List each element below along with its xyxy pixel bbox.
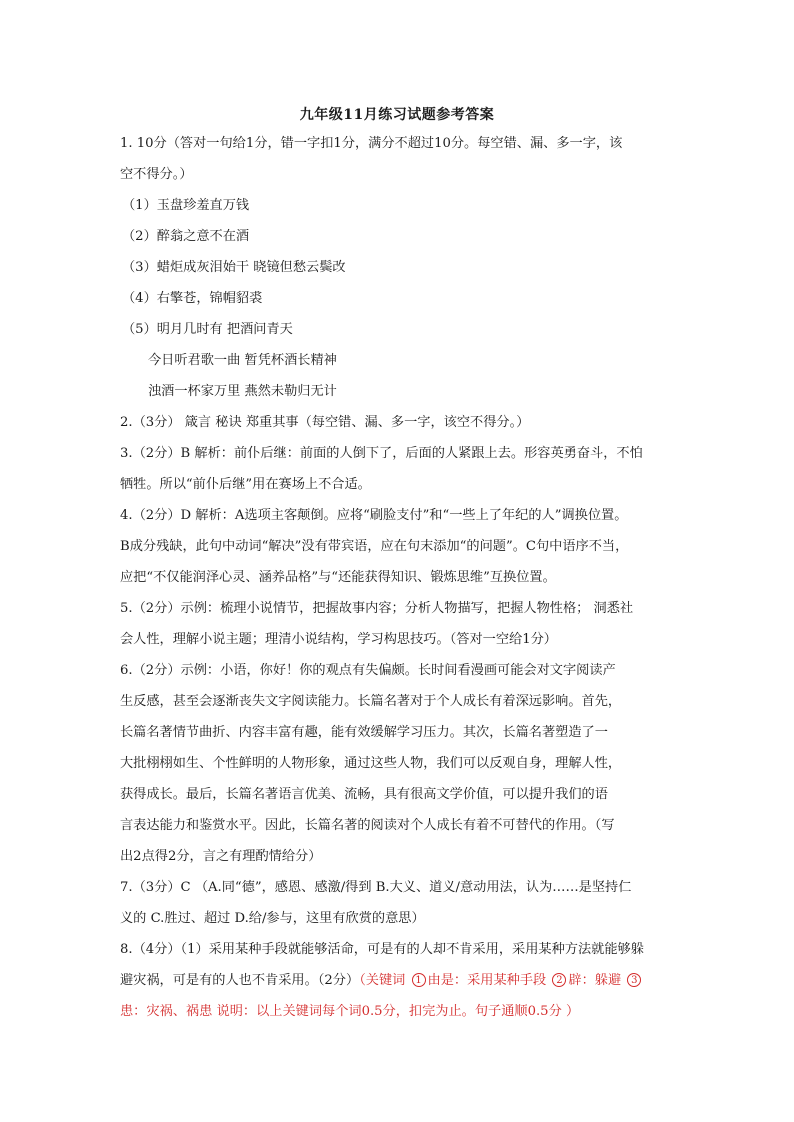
page-title: 九年级11月练习试题参考答案 — [299, 107, 495, 123]
q8-line-2 — [120, 965, 676, 996]
q1-answer-3: （3）蜡炬成灰泪始干 晓镜但愁云鬓改 — [122, 260, 346, 275]
answer-content — [120, 128, 676, 1027]
q6-line-5: 获得成长。最后，长篇名著语言优美、流畅，具有很高文学价值，可以提升我们的语 — [120, 787, 608, 802]
scoring-note-keyword-1: 由是：采用某种手段 — [427, 973, 551, 988]
q6-line-2: 生反感，甚至会逐渐丧失文字阅读能力。长篇名著对于个人成长有着深远影响。首先， — [120, 694, 622, 709]
q1-answer-2: （2）醉翁之意不在酒 — [122, 229, 250, 244]
q1-answer-5: （5）明月几时有 把酒问青天 — [122, 322, 293, 337]
q1-line-1: 1. 10分（答对一句给1分，错一字扣1分，满分不超过10分。每空错、漏、多一字，该 — [120, 136, 623, 151]
q5-line-1: 5.（2分）示例：梳理小说情节，把握故事内容；分析人物描写，把握人物性格； 洞悉社 — [120, 601, 634, 616]
q6-line-4: 大批栩栩如生、个性鲜明的人物形象，通过这些人物，我们可以反观自身，理解人性， — [120, 756, 622, 771]
q1-answer-7: 浊酒一杯家万里 燕然未勒归无计 — [148, 384, 337, 399]
q3-line-1: 3.（2分）B 解析：前仆后继：前面的人倒下了，后面的人紧跟上去。形容英勇奋斗，不怕 — [120, 446, 643, 461]
q1-answer-1: （1）玉盘珍羞直万钱 — [122, 198, 250, 213]
q4-line-3: 应把“不仅能润泽心灵、涵养品格”与“还能获得知识、锻炼思维”互换位置。 — [120, 570, 556, 585]
q8-line-1: 8.（4分）（1）采用某种手段就能够活命，可是有的人却不肯采用，采用某种方法就能够躲 — [120, 942, 644, 957]
q1-answer-6: 今日听君歌一曲 暂凭杯酒长精神 — [148, 353, 337, 368]
circled-number-2: 2 — [552, 973, 566, 987]
scoring-note-line-3: 患：灾祸、祸患 说明：以上关键词每个词0.5分，扣完为止。句子通顺0.5分 ） — [120, 1004, 580, 1019]
q4-line-2: B成分残缺，此句中动词“解决”没有带宾语，应在句末添加“的问题”。C句中语序不当， — [120, 539, 629, 554]
q5-line-2: 会人性，理解小说主题；理清小说结构，学习构思技巧。（答对一空给1分） — [120, 632, 557, 647]
q1-line-2: 空不得分。） — [120, 167, 193, 182]
q6-line-3: 长篇名著情节曲折、内容丰富有趣，能有效缓解学习压力。其次，长篇名著塑造了一 — [120, 725, 608, 740]
scoring-note-keywords-label: （关键词 — [359, 973, 410, 988]
circled-number-3: 3 — [627, 973, 641, 987]
q1-answer-4: （4）右擎苍，锦帽貂裘 — [122, 291, 263, 306]
q4-line-1: 4.（2分）D 解析：A选项主客颠倒。应将“刷脸支付”和“一些上了年纪的人”调换位置。 — [120, 508, 628, 523]
q6-line-1: 6.（2分）示例：小语，你好！你的观点有失偏颇。长时间看漫画可能会对文字阅读产 — [120, 663, 616, 678]
q2-line-1: 2.（3分） 箴言 秘诀 郑重其事（每空错、漏、多一字，该空不得分。） — [120, 415, 530, 430]
q6-line-7: 出2点得2分，言之有理酌情给分） — [120, 849, 322, 864]
q8-line-2-text: 避灾祸，可是有的人也不肯采用。（2分） — [120, 973, 360, 988]
circled-number-1: 1 — [412, 973, 426, 987]
q7-line-1: 7.（3分）C （A.同“德”，感恩、感激/得到 B.大义、道义/意动用法，认为……是坚持仁 — [120, 880, 632, 895]
q3-line-2: 牺牲。所以“前仆后继”用在赛场上不合适。 — [120, 477, 371, 492]
q6-line-6: 言表达能力和鉴赏水平。因此，长篇名著的阅读对个人成长有着不可替代的作用。（写 — [120, 818, 615, 833]
scoring-note-keyword-2: 辟：躲避 — [568, 973, 626, 988]
q7-line-2: 义的 C.胜过、超过 D.给/参与，这里有欣赏的意思） — [120, 911, 425, 926]
